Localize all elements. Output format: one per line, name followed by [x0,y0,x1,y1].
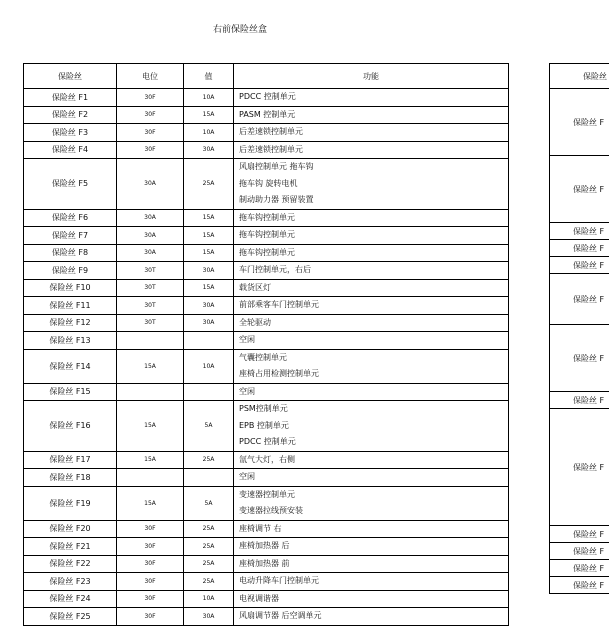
fuse-function [234,608,509,626]
function-line: 变速器控制单元 [239,487,508,504]
fuse-value: 10A [184,89,234,107]
table-row [550,543,609,560]
fuse-name: 保险丝 F [550,409,609,526]
fuse-function [234,383,509,401]
fuse-value: 25A [184,159,234,210]
fuse-position [117,469,184,487]
table-row [550,223,609,240]
fuse-name: 保险丝 F [550,257,609,274]
fuse-name: 保险丝 F12 [24,314,117,332]
fuse-position: 30F [117,573,184,591]
fuse-name: 保险丝 F25 [24,608,117,626]
fuse-value: 15A [184,227,234,245]
table-row [24,608,509,626]
fuse-value: 15A [184,244,234,262]
fuse-name: 保险丝 F24 [24,590,117,608]
fuse-name: 保险丝 F [550,274,609,325]
fuse-value: 30A [184,297,234,315]
document-title: 右前保险丝盒 [0,22,480,35]
fuse-value: 10A [184,590,234,608]
fuse-name: 保险丝 F21 [24,538,117,556]
fuse-name: 保险丝 F2 [24,106,117,124]
function-line: 风扇调节器 后空调单元 [239,608,508,625]
function-line: 气囊控制单元 [239,350,508,367]
function-line: 前部乘客车门控制单元 [239,297,508,314]
fuse-position: 30F [117,555,184,573]
table-row [24,383,509,401]
function-line: PASM 控制单元 [239,107,508,124]
table-row [24,159,509,210]
function-line: 座椅加热器 后 [239,538,508,555]
table-row [24,209,509,227]
fuse-name: 保险丝 F19 [24,486,117,520]
fuse-name: 保险丝 F10 [24,279,117,297]
table-row [24,89,509,107]
fuse-function [234,520,509,538]
table-row [550,325,609,392]
table-row [24,486,509,520]
fuse-position: 30A [117,244,184,262]
fuse-position: 30F [117,538,184,556]
fuse-function [234,314,509,332]
fuse-name: 保险丝 F14 [24,349,117,383]
header-value: 值 [184,64,234,89]
table-row [24,262,509,280]
fuse-position: 30F [117,124,184,142]
fuse-function [234,332,509,350]
function-line: 空闲 [239,332,508,349]
fuse-name: 保险丝 F20 [24,520,117,538]
fuse-function [234,227,509,245]
function-line: 氙气大灯，右侧 [239,452,508,469]
fuse-name: 保险丝 F [550,156,609,223]
fuse-table-right-body [550,89,609,594]
fuse-value: 25A [184,573,234,591]
fuse-name: 保险丝 F1 [24,89,117,107]
fuse-position: 30F [117,106,184,124]
function-line: 空闲 [239,469,508,486]
fuse-value: 25A [184,520,234,538]
fuse-function [234,297,509,315]
function-line: 拖车钩控制单元 [239,227,508,244]
fuse-function [234,209,509,227]
fuse-value [184,469,234,487]
header-fuse: 保险丝 [24,64,117,89]
fuse-value: 5A [184,486,234,520]
fuse-function [234,124,509,142]
table-row [24,590,509,608]
function-line: 后差速锁控制单元 [239,142,508,159]
fuse-name: 保险丝 F8 [24,244,117,262]
fuse-value: 25A [184,451,234,469]
fuse-name: 保险丝 F11 [24,297,117,315]
function-line: PDCC 控制单元 [239,89,508,106]
fuse-position: 30A [117,159,184,210]
function-line: 载货区灯 [239,280,508,297]
fuse-name: 保险丝 F [550,543,609,560]
fuse-name: 保险丝 F23 [24,573,117,591]
fuse-function [234,262,509,280]
table-row [24,349,509,383]
fuse-name: 保险丝 F16 [24,401,117,452]
table-row [24,227,509,245]
fuse-value: 30A [184,608,234,626]
fuse-position: 15A [117,486,184,520]
fuse-name: 保险丝 F6 [24,209,117,227]
table-row [24,106,509,124]
table-row [550,240,609,257]
table-row [550,409,609,526]
function-line: 座椅加热器 前 [239,556,508,573]
table-row [550,156,609,223]
header-fuse-right: 保险丝 [550,64,609,89]
fuse-value [184,383,234,401]
fuse-function [234,106,509,124]
function-line: 车门控制单元，右后 [239,262,508,279]
table-row [24,141,509,159]
fuse-name: 保险丝 F7 [24,227,117,245]
table-row [24,332,509,350]
table-row [24,279,509,297]
fuse-function [234,159,509,210]
table-row [24,297,509,315]
fuse-position: 15A [117,349,184,383]
fuse-function [234,486,509,520]
fuse-function [234,141,509,159]
fuse-position: 30T [117,297,184,315]
fuse-value: 30A [184,262,234,280]
fuse-table-right [549,63,609,594]
fuse-name: 保险丝 F [550,577,609,594]
table-row [24,244,509,262]
table-row [24,124,509,142]
table-row [24,573,509,591]
fuse-name: 保险丝 F [550,392,609,409]
fuse-value: 15A [184,279,234,297]
fuse-function [234,244,509,262]
fuse-name: 保险丝 F22 [24,555,117,573]
fuse-name: 保险丝 F [550,223,609,240]
table-row [550,526,609,543]
table-row [550,560,609,577]
fuse-name: 保险丝 F5 [24,159,117,210]
table-row [550,257,609,274]
fuse-value: 10A [184,349,234,383]
function-line: 后差速锁控制单元 [239,124,508,141]
function-line: 座椅占用检测控制单元 [239,366,508,383]
function-line: 拖车钩 旋转电机 [239,176,508,193]
table-row [550,89,609,156]
fuse-value: 30A [184,314,234,332]
fuse-position: 30F [117,520,184,538]
fuse-function [234,573,509,591]
fuse-name: 保险丝 F9 [24,262,117,280]
fuse-name: 保险丝 F17 [24,451,117,469]
fuse-position [117,332,184,350]
fuse-function [234,555,509,573]
fuse-position: 30F [117,590,184,608]
table-row [550,274,609,325]
function-line: 空闲 [239,384,508,401]
fuse-position: 30T [117,314,184,332]
fuse-value: 25A [184,555,234,573]
fuse-name: 保险丝 F [550,89,609,156]
fuse-function [234,451,509,469]
fuse-value [184,332,234,350]
fuse-function [234,538,509,556]
fuse-position: 15A [117,401,184,452]
fuse-table [23,63,509,626]
fuse-value: 10A [184,124,234,142]
table-row [24,469,509,487]
function-line: 拖车钩控制单元 [239,210,508,227]
fuse-function [234,469,509,487]
function-line: PSM控制单元 [239,401,508,418]
fuse-position [117,383,184,401]
fuse-function [234,89,509,107]
fuse-name: 保险丝 F3 [24,124,117,142]
function-line: 电视调谐器 [239,591,508,608]
fuse-value: 5A [184,401,234,452]
fuse-name: 保险丝 F [550,526,609,543]
table-row [550,577,609,594]
function-line: PDCC 控制单元 [239,434,508,451]
header-position: 电位 [117,64,184,89]
table-row [24,538,509,556]
fuse-name: 保险丝 F [550,325,609,392]
fuse-value: 15A [184,209,234,227]
fuse-table-body [24,89,509,626]
fuse-position: 30A [117,209,184,227]
fuse-name: 保险丝 F15 [24,383,117,401]
fuse-position: 30T [117,279,184,297]
fuse-function [234,349,509,383]
table-header-row [550,64,609,89]
table-header-row [24,64,509,89]
fuse-position: 30A [117,227,184,245]
fuse-name: 保险丝 F18 [24,469,117,487]
function-line: 制动助力器 预留装置 [239,192,508,209]
fuse-function [234,401,509,452]
fuse-name: 保险丝 F [550,240,609,257]
fuse-position: 30F [117,608,184,626]
header-function: 功能 [234,64,509,89]
function-line: 拖车钩控制单元 [239,245,508,262]
function-line: 电动升降车门控制单元 [239,573,508,590]
function-line: 全轮驱动 [239,315,508,332]
table-row [24,401,509,452]
fuse-name: 保险丝 F4 [24,141,117,159]
fuse-position: 15A [117,451,184,469]
fuse-name: 保险丝 F13 [24,332,117,350]
function-line: 变速器拉线预安装 [239,503,508,520]
fuse-value: 30A [184,141,234,159]
table-row [24,555,509,573]
table-row [550,392,609,409]
fuse-function [234,279,509,297]
function-line: EPB 控制单元 [239,418,508,435]
fuse-position: 30F [117,141,184,159]
fuse-function [234,590,509,608]
table-row [24,520,509,538]
fuse-position: 30T [117,262,184,280]
fuse-value: 15A [184,106,234,124]
fuse-name: 保险丝 F [550,560,609,577]
table-row [24,314,509,332]
function-line: 座椅调节 右 [239,521,508,538]
fuse-value: 25A [184,538,234,556]
table-row [24,451,509,469]
function-line: 风扇控制单元 拖车钩 [239,159,508,176]
fuse-position: 30F [117,89,184,107]
